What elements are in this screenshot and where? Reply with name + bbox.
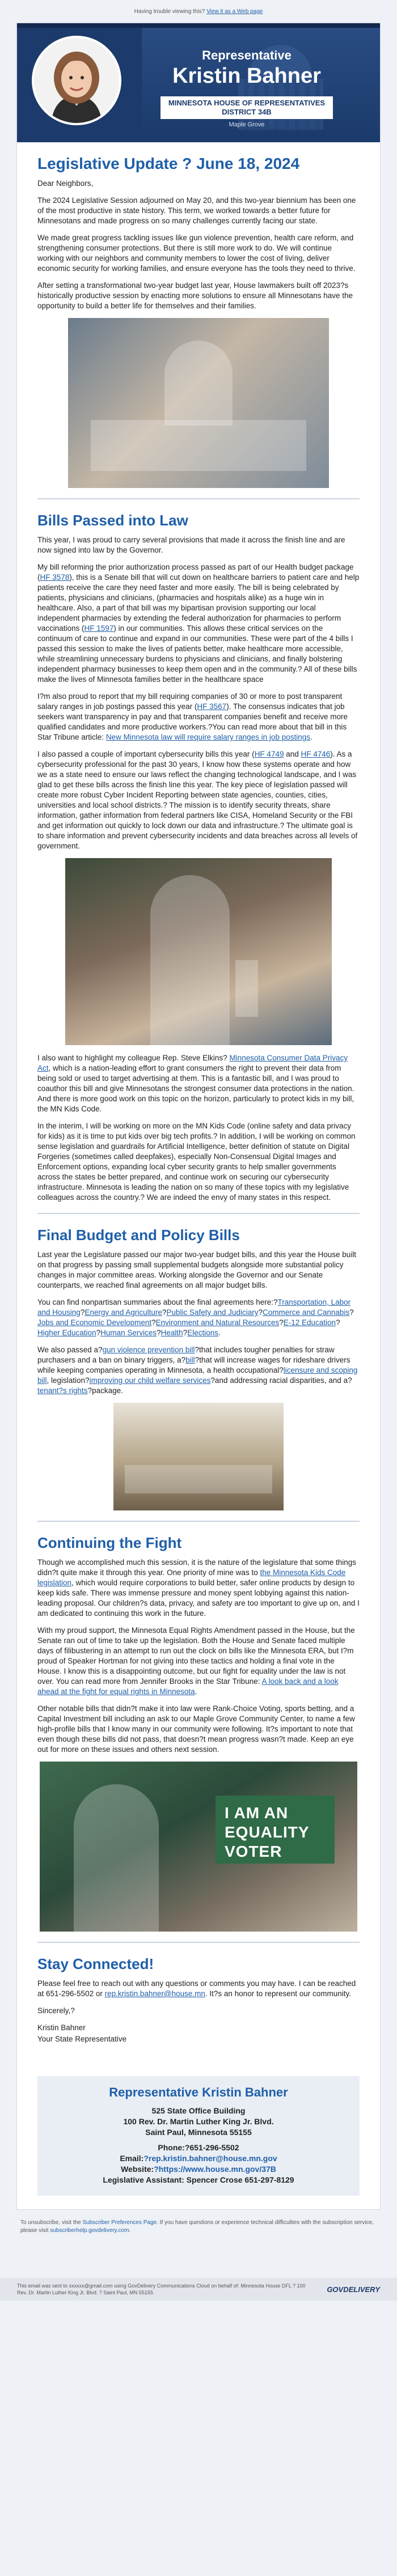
hf3578-link[interactable]: HF 3578: [40, 573, 70, 582]
budget-link-transportation[interactable]: Transportation, Labor and Housing: [37, 1298, 351, 1317]
text: , legislation?: [47, 1376, 90, 1385]
budget-paragraph-1: Last year the Legislature passed our major two-year budget bills, and this year the House built on that progress by passing small supplemental budgets alongside more substantial policy changes in major committee areas. Working alongside the Governor and our Senate counterparts, we reached final agreements on all major budget bills.: [37, 1250, 357, 1289]
text: , which is a nation-leading effort to grant consumers the right to prevent their data from being sold or used to target advertising at them. This is a fantastic bill, and I was proud to coauthor this bill and give Minnesotans the strongest consumer data protections in the nation. And there is more good work on this topic on the horizon, particularly to protect kids in my bill, the MN Kids Code.: [37, 1064, 354, 1113]
photo-person-shape: [164, 341, 233, 426]
licensure-bill-link[interactable]: licensure and scoping bill: [37, 1366, 358, 1385]
bills-paragraph-6: In the interim, I will be working on more on the MN Kids Code (online safety and data privacy for kids) as it is time to put kids over big tech profits.? In addition, I will be working on common sense legislation and guardrails for Artificial Intelligence, better definition of statute on Digital Forgeries (sometimes called deepfakes), especially Non-Consensual Digital Images and Enforcement options, expanding local cyber security grants to help smaller governments across the states be better prepared, and continue work on securing our cybersecurity infrastructure. Minnesota is leading the nation on so many of these topics with my legislative colleagues across the country.? We are indeed the envy of many states in this respect.: [37, 1122, 356, 1202]
bills-paragraph-4: [37, 749, 360, 851]
hf3567-link[interactable]: HF 3567: [197, 702, 227, 711]
text: . It?s an honor to represent our community.: [205, 1989, 352, 1998]
text: ). The consensus indicates that job seekers want transparency in pay and that transparent companies benefit and receive more qualified candidates and more productive workers.?You can read more about that bill in this Star Tribune article:: [37, 702, 348, 741]
budget-link-health[interactable]: Health: [161, 1329, 183, 1337]
footer-phone: [43, 2142, 354, 2153]
text: and: [284, 750, 301, 758]
contact-footer: [37, 2076, 360, 2196]
phone-label: Phone:: [158, 2143, 185, 2152]
govdelivery-line-2: Rev. Dr. Martin Luther King Jr. Blvd. ? Saint Paul, MN 55155: [17, 2290, 153, 2295]
content: [17, 142, 380, 2065]
photo-speaker-shape: [150, 875, 230, 1045]
header-strip: [17, 23, 380, 28]
bills-title: Bills Passed into Law: [37, 512, 188, 529]
text: ?that will increase wages for rideshare drivers while keeping companies operating in Minnesota, a health occupational?: [37, 1356, 350, 1374]
consumer-data-privacy-link[interactable]: Minnesota Consumer Data Privacy Act: [37, 1054, 348, 1072]
budget-link-environment[interactable]: Environment and Natural Resources: [155, 1318, 280, 1327]
footer-name: Representative Kristin Bahner: [109, 2085, 288, 2099]
footer-email: [43, 2153, 354, 2164]
phone-value: ?651-296-5502: [184, 2143, 239, 2152]
fight-paragraph-3: Other notable bills that didn?t make it into law were Rank-Choice Voting, sports betting, and a Capital Investment bill including an ask to our Maple Grove Community Center, to name a few high-profile bills that I know many in our community were following. It?s important to note that even though these bills did not pass, that doesn?t mean progress wasn?t made. Keep an eye out for more on these issues and others next session.: [37, 1704, 355, 1754]
subscriber-help-link[interactable]: subscriberhelp.govdelivery.com: [50, 2227, 129, 2234]
greeting: Dear Neighbors,: [37, 179, 94, 188]
spacer: [17, 2196, 380, 2209]
text: With my proud support, the Minnesota Equal Rights Amendment passed in the House, but the Senate ran out of time to take up the legislation. Both the House and Senate faced multiple days of filibustering in an attempt to run out the clock on bills like the Minnesota ERA, but I?m proud of Speaker Hortman for not giving into these tactics and holding a final vote in the House. I know this is a disappointing outcome, but our fight for equality under the law is not over. You can read more from Jennifer Brooks in the Star Tribune:: [37, 1626, 355, 1686]
text: ?and addressing racial disparities, and a?: [210, 1376, 352, 1385]
footer-address-2: 100 Rev. Dr. Martin Luther King Jr. Blvd.: [123, 2117, 274, 2126]
closing: Sincerely,?: [37, 2006, 75, 2015]
email-label: Email:: [120, 2154, 144, 2163]
hf1597-link[interactable]: HF 1597: [84, 624, 114, 633]
email-container: [16, 23, 381, 2210]
text: I?m also proud to report that my bill requiring companies of 30 or more to post transparent salary ranges in job postings passed this year (: [37, 692, 343, 711]
equality-rally-photo: [40, 1762, 357, 1932]
text: We also passed a?: [37, 1346, 103, 1354]
govdelivery-bar: [0, 2278, 397, 2301]
header-title-block: [125, 48, 369, 128]
divider: [37, 1213, 360, 1214]
text: , which would require corporations to build better, safer online products by design to keep kids safe. There was immense pressure and money spent lobbying against this nation-leading proposal. Our children?s data, privacy, and safety are too important to give up on, and I am dedicated to continuing this work in the future.: [37, 1578, 360, 1618]
preheader: [0, 0, 397, 23]
kids-code-link[interactable]: the Minnesota Kids Code legislation: [37, 1568, 346, 1587]
text: .: [195, 1687, 197, 1696]
budget-link-public-safety[interactable]: Public Safety and Judiciary: [166, 1308, 259, 1317]
child-welfare-link[interactable]: improving our child welfare services: [89, 1376, 211, 1385]
fight-paragraph-1: [37, 1558, 360, 1619]
email-link[interactable]: rep.kristin.bahner@house.mn: [104, 1989, 205, 1998]
bills-paragraph-1: This year, I was proud to carry several provisions that made it across the finish line and are now signed into law by the Governor.: [37, 536, 345, 554]
text: To unsubscribe, visit the: [20, 2219, 83, 2226]
budget-link-e12[interactable]: E-12 Education: [283, 1318, 336, 1327]
text: ?package.: [87, 1386, 123, 1395]
tenants-rights-link[interactable]: tenant?s rights: [37, 1386, 88, 1395]
text: My bill reforming the prior authorization process passed as part of our Health budget package (: [37, 563, 354, 582]
text: I also want to highlight my colleague Rep. Steve Elkins?: [37, 1054, 230, 1062]
subscriber-preferences-link[interactable]: Subscriber Preferences Page: [82, 2219, 157, 2226]
unsubscribe-notice: [0, 2210, 397, 2244]
text: .: [218, 1329, 221, 1337]
govdelivery-line-1: This email was sent to xxxxxx@gmail.com using GovDelivery Communications Cloud on behalf of: Minnesota House DFL ? 100: [17, 2283, 306, 2289]
header-org-line3: Maple Grove: [229, 121, 265, 128]
fight-paragraph-2: [37, 1626, 360, 1697]
signature-name: Kristin Bahner: [37, 2023, 86, 2032]
text: Please feel free to reach out with any questions or comments you may have. I can be reached at 651-296-5502 or: [37, 1979, 356, 1998]
budget-paragraph-3: [37, 1345, 360, 1396]
footer-email-link[interactable]: ?rep.kristin.bahner@house.mn.gov: [143, 2154, 277, 2163]
photo-seats-shape: [125, 1465, 272, 1493]
header-org-line2: DISTRICT 34B: [222, 108, 272, 116]
connected-title: Stay Connected!: [37, 1955, 154, 1972]
salary-ranges-article-link[interactable]: New Minnesota law will require salary ranges in job postings: [105, 733, 310, 741]
speaking-photo: [65, 858, 332, 1045]
hf4749-link[interactable]: HF 4749: [254, 750, 284, 758]
photo-desk-shape: [91, 420, 306, 471]
budget-link-elections[interactable]: Elections: [187, 1329, 218, 1337]
budget-link-commerce[interactable]: Commerce and Cannabis: [263, 1308, 350, 1317]
house-floor-photo: [68, 318, 329, 488]
header-role: Representative: [202, 48, 292, 62]
signature-title: Your State Representative: [37, 2035, 127, 2043]
website-label: Website:: [121, 2165, 154, 2174]
view-as-webpage-link[interactable]: View it as a Web page: [206, 8, 263, 15]
rideshare-bill-link[interactable]: bill: [185, 1356, 195, 1364]
footer-website-link[interactable]: ?https://www.house.mn.gov/37B: [154, 2165, 276, 2174]
update-title: Legislative Update ? June 18, 2024: [37, 155, 300, 172]
footer-assistant: Legislative Assistant: Spencer Crose 651-297-8129: [103, 2175, 294, 2184]
hf4746-link[interactable]: HF 4746: [301, 750, 331, 758]
budget-link-human-services[interactable]: Human Services: [100, 1329, 157, 1337]
text: ?that includes tougher penalties for straw purchasers and a ban on binary triggers, a?: [37, 1346, 335, 1364]
budget-paragraph-2: You can find nonpartisan summaries about the final agreements here:?Transportation, Labor and Housing?Energy and Agriculture?Public Safety and Judiciary?Commerce and Cannabis?Jobs and Economic Development?Environment and Natural Resources?E-12 Education?Higher Education?Human Services?Health?Elections.: [37, 1298, 354, 1337]
text: ). As a cybersecurity professional for the past 30 years, I know how these systems operate and how we as a state need to ensure our laws reflect the changing technological landscape, and I was glad to get these bills across the finish line this year. The key piece of legislation passed will create more robust Cyber Incident Reporting between state agencies, counties, cities, universities and local school districts.? The mission is to identify security threats, share information, gather information from federal partners like CISA, Homeland Security or the FBI and get information out quickly to lock down our data and infrastructure.? The ultimate goal is to share information and prevent cybersecurity incidents and data breaches across all levels of government.: [37, 750, 358, 850]
header-name: Kristin Bahner: [172, 64, 321, 88]
portrait-illustration: [34, 38, 119, 123]
text: Though we accomplished much this session, it is the nature of the legislature that some things didn?t quite make it through this year. One priority of mine was to: [37, 1558, 357, 1577]
equality-voter-sign: I AM AN EQUALITY VOTER: [216, 1796, 335, 1864]
budget-title: Final Budget and Policy Bills: [37, 1227, 240, 1244]
intro-paragraph-3: After setting a transformational two-year budget last year, House lawmakers built off 2023?s historically productive session by enacting more solutions to ensure all Minnesotans have the opportunity to build a better life for themselves and their families.: [37, 281, 353, 310]
text: I also passed a couple of important cybersecurity bills this year (: [37, 750, 255, 758]
house-chamber-photo: [113, 1403, 284, 1510]
header-banner: [17, 23, 380, 142]
budget-link-jobs[interactable]: Jobs and Economic Development: [37, 1318, 152, 1327]
footer-website: [43, 2164, 354, 2175]
govdelivery-text: [17, 2282, 327, 2296]
gun-violence-bill-link[interactable]: gun violence prevention bill: [102, 1346, 195, 1354]
text: . If you have questions or experience technical difficulties with the subscription service, please visit: [20, 2219, 374, 2234]
budget-link-higher-ed[interactable]: Higher Education: [37, 1329, 96, 1337]
govdelivery-logo[interactable]: GOVDELIVERY: [327, 2285, 380, 2294]
header-org-line1: MINNESOTA HOUSE OF REPRESENTATIVES: [168, 99, 326, 107]
bills-paragraph-3: [37, 691, 360, 742]
text: ), this is a Senate bill that will cut down on healthcare barriers to patient care and help patients receive the care they need faster and more easily. The bill is being celebrated by patients, physicians and clinicians, (pharmacies and hospitals alike) as a huge win in healthcare. Also, a part of that bill was my bipartisan provision supporting our local independent pharmacies by extending the federal authorization for pharmacies to perform vaccinations (: [37, 573, 360, 633]
equal-rights-article-link[interactable]: A look back and a look ahead at the fight for equal rights in Minnesota: [37, 1677, 339, 1696]
preheader-text: Having trouble viewing this?: [134, 8, 205, 15]
divider: [37, 498, 360, 499]
text: .: [129, 2227, 131, 2234]
budget-link-energy[interactable]: Energy and Agriculture: [85, 1308, 162, 1317]
text: ) in our communities. This allows these critical services on the continuum of care to continue and expand in our communities. These were part of the 4 bills I passed this session to make the lives of patients better, make healthcare more accessible, while streamlining unnecessary burdens to physicians and clinicians, and finally bolstering independent pharmacy businesses to keep them open and in the community.? All of these bills make the lives of Minnesota families better in the healthcare space: [37, 624, 357, 684]
text: .: [310, 733, 312, 741]
divider: [37, 1942, 360, 1943]
header-org-badge: [161, 96, 333, 119]
connected-paragraph: [37, 1979, 360, 1999]
intro-paragraph-2: We made great progress tackling issues like gun violence prevention, health care reform, and strengthening consumer protections. But there is still more work to do. We will continue working with our neighbors and community members to lower the cost of living, deliver economic security for working families, and ensure everyone has the tools they need to thrive.: [37, 234, 356, 273]
footer-address-1: 525 State Office Building: [151, 2106, 246, 2115]
text: You can find nonpartisan summaries about the final agreements here:?: [37, 1298, 278, 1306]
representative-portrait: [32, 36, 121, 125]
footer-address-3: Saint Paul, Minnesota 55155: [145, 2128, 252, 2137]
intro-paragraph-1: The 2024 Legislative Session adjourned on May 20, and this two-year biennium has been one of the most productive in state history. This term, we worked towards a better future for Minnesotans and made progress on so many challenges currently facing our state.: [37, 196, 356, 225]
fight-title: Continuing the Fight: [37, 1534, 182, 1551]
photo-person-shape: [74, 1784, 159, 1932]
photo-microphone-shape: [235, 960, 258, 1017]
bills-paragraph-2: [37, 562, 360, 685]
divider: [37, 1521, 360, 1522]
bills-paragraph-5: [37, 1053, 360, 1114]
